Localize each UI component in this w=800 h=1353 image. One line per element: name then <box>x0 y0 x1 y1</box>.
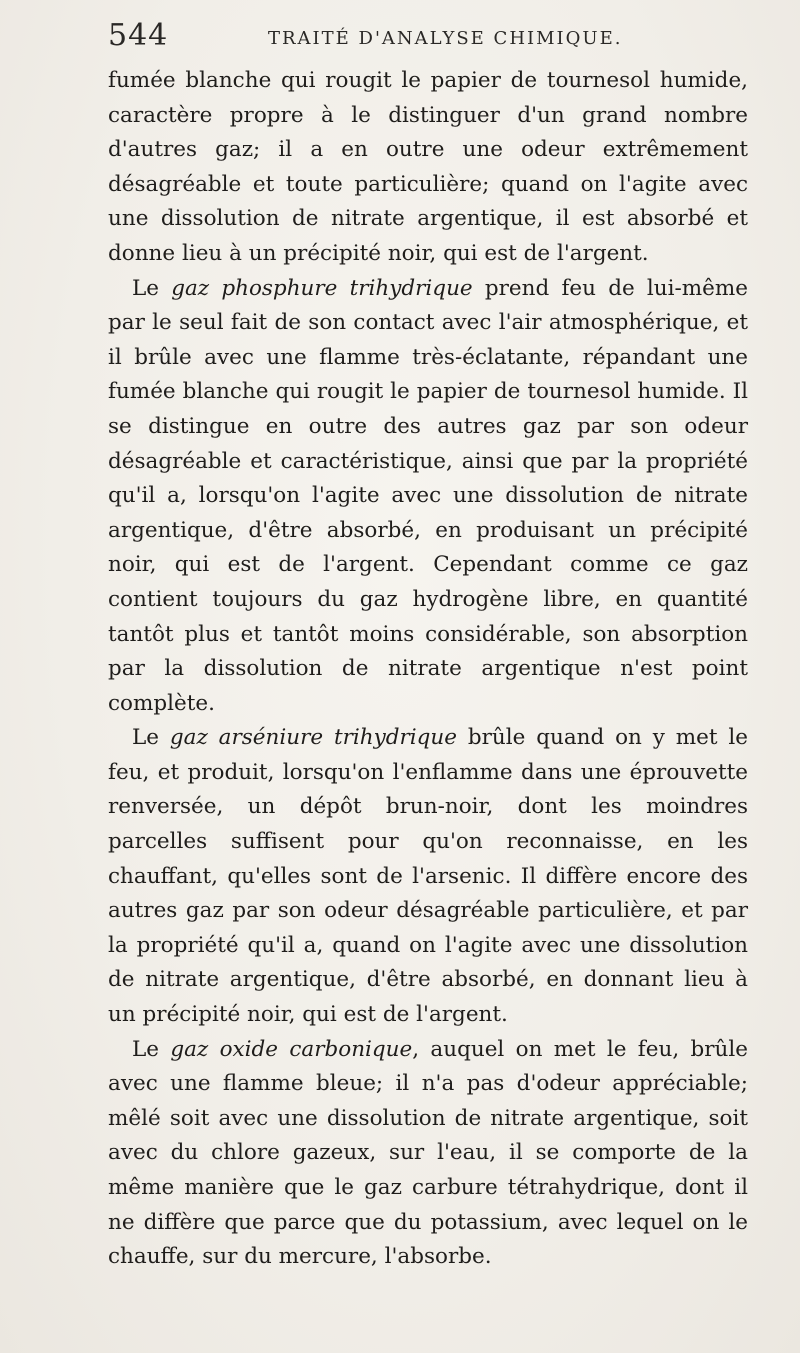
paragraph-oxide-carbonique <box>108 1033 748 1275</box>
running-head: TRAITÉ D'ANALYSE CHIMIQUE. <box>268 28 623 49</box>
paragraph-text: fumée blanche qui rougit le papier de tournesol humide, caractère propre à le distinguer d'un grand nombre d'autres gaz; il a en outre une odeur extrêmement désagréable et toute particulière; quand on l'agite avec une dissolution de nitrate argentique, il est absorbé et donne lieu à un précipité noir, qui est de l'argent. <box>108 68 748 266</box>
paragraph-continuation <box>108 64 748 272</box>
gas-name-italic: gaz arséniure trihydrique <box>169 725 457 751</box>
gas-name-italic: gaz phosphure trihydrique <box>171 275 473 301</box>
paragraph-lead: Le <box>132 725 170 751</box>
page-number: 544 <box>108 18 169 53</box>
paragraph-text: , auquel on met le feu, brûle avec une flamme bleue; il n'a pas d'odeur appréciable; mêlé soit avec une dissolution de nitrate argentique, soit avec du chlore gazeux, sur l'eau, il se comporte de la même manière que le gaz carbure tétrahydrique, dont il ne diffère que parce que du potassium, avec lequel on le chauffe, sur du mercure, l'absorbe. <box>108 1036 748 1270</box>
paragraph-text: prend feu de lui-même par le seul fait de son contact avec l'air atmosphérique, et il brûle avec une flamme très-éclatante, répandant une fumée blanche qui rougit le papier de tournesol humide. Il se distingue en outre des autres gaz par son odeur désagréable et caractéristique, ainsi que par la propriété qu'il a, lorsqu'on l'agite avec une dissolution de nitrate argentique, d'être absorbé, en produisant un précipité noir, qui est de l'argent. Cependant comme ce gaz contient toujours du gaz hydrogène libre, en quantité tantôt plus et tantôt moins considérable, son absorption par la dissolution de nitrate argentique n'est point complète. <box>108 275 748 716</box>
paragraph-arseniure <box>108 721 748 1032</box>
gas-name-italic: gaz oxide carbonique <box>170 1036 413 1062</box>
paragraph-lead: Le <box>132 1036 171 1062</box>
body-text <box>108 64 748 1275</box>
paragraph-lead: Le <box>132 275 172 301</box>
paragraph-text: brûle quand on y met le feu, et produit, lorsqu'on l'enflamme dans une éprouvette renversée, un dépôt brun-noir, dont les moindres parcelles suffisent pour qu'on reconnaisse, en les chauffant, qu'elles sont de l'arsenic. Il diffère encore des autres gaz par son odeur désagréable particulière, et par la propriété qu'il a, quand on l'agite avec une dissolution de nitrate argentique, d'être absorbé, en donnant lieu à un précipité noir, qui est de l'argent. <box>108 725 748 1028</box>
page-header <box>108 18 728 58</box>
paragraph-phosphure <box>108 272 748 722</box>
